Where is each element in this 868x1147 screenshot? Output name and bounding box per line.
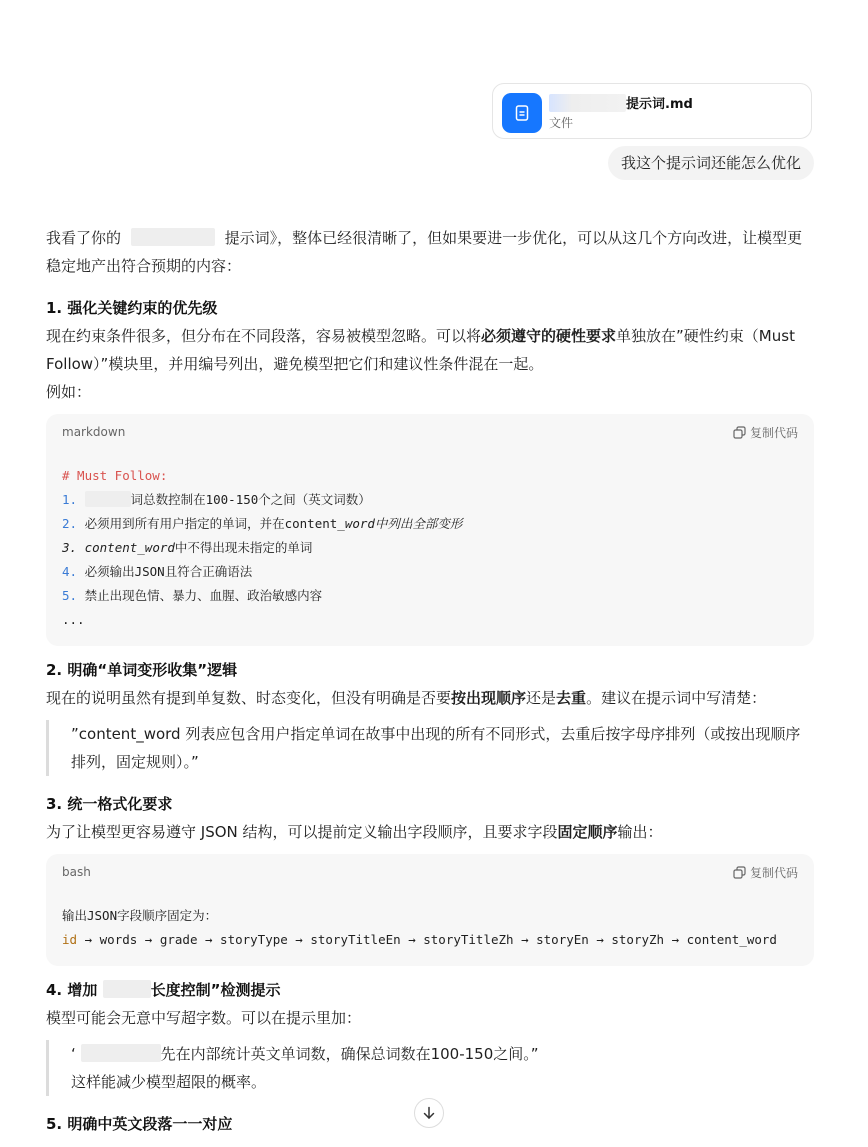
code-line: ... bbox=[62, 612, 85, 627]
user-message-bubble: 我这个提示词还能怎么优化 bbox=[608, 146, 814, 180]
reply-intro: 我看了你的 提示词》，整体已经很清晰了，但如果要进一步优化，可以从这几个方向改进，让模型更稳定地产出符合预期的内容： bbox=[46, 229, 803, 275]
attachment-card[interactable] bbox=[492, 83, 812, 139]
code-content bbox=[62, 904, 798, 952]
code-line: 3. content_word中不得出现未指定的单词 bbox=[62, 540, 313, 555]
redacted-area bbox=[81, 1044, 161, 1062]
section-heading: 5. 明确中英文段落一一对应 bbox=[46, 1115, 233, 1133]
code-line: 4. 必须输出JSON且符合正确语法 bbox=[62, 564, 253, 579]
code-block bbox=[46, 414, 814, 646]
arrow-down-icon bbox=[422, 1106, 436, 1120]
scroll-to-bottom-button[interactable] bbox=[414, 1098, 444, 1128]
code-line: 5. 禁止出现色情、暴力、血腥、政治敏感内容 bbox=[62, 588, 323, 603]
copy-icon bbox=[733, 866, 746, 879]
section-heading: 1. 强化关键约束的优先级 bbox=[46, 299, 218, 317]
code-line: # Must Follow: bbox=[62, 468, 168, 483]
section-heading: 4. 增加 长度控制”检测提示 bbox=[46, 981, 281, 999]
section-paragraph: 模型可能会无意中写超字数。可以在提示里加： bbox=[46, 1009, 362, 1027]
code-language: bash bbox=[62, 865, 91, 879]
copy-icon bbox=[733, 426, 746, 439]
code-content bbox=[62, 464, 798, 632]
redacted-area bbox=[103, 980, 151, 998]
code-language: markdown bbox=[62, 425, 126, 439]
blockquote: ”content_word 列表应包含用户指定单词在故事中出现的所有不同形式，去重后按字母序排列（或按出现顺序排列，固定规则）。” bbox=[46, 720, 814, 776]
assistant-reply bbox=[46, 224, 814, 1138]
section-heading: 3. 统一格式化要求 bbox=[46, 795, 173, 813]
section-paragraph: 现在约束条件很多，但分布在不同段落，容易被模型忽略。可以将必须遵守的硬性要求单独放在”硬性约束（Must Follow）”模块里，并用编号列出，避免模型把它们和建议性条件混在一起。 bbox=[46, 327, 795, 373]
code-line: 2. 必须用到所有用户指定的单词，并在content_word中列出全部变形 bbox=[62, 516, 463, 531]
document-icon bbox=[502, 93, 542, 133]
section-paragraph: 为了让模型更容易遵守 JSON 结构，可以提前定义输出字段顺序，且要求字段固定顺序输出： bbox=[46, 823, 663, 841]
code-line: 1. 词总数控制在100-150个之间（英文词数） bbox=[62, 492, 371, 507]
redacted-area bbox=[85, 491, 131, 507]
code-block bbox=[46, 854, 814, 966]
redacted-area bbox=[549, 94, 626, 112]
attachment-type: 文件 bbox=[549, 116, 574, 130]
section-paragraph: 现在的说明虽然有提到单复数、时态变化，但没有明确是否要按出现顺序还是去重。建议在提示词中写清楚： bbox=[46, 689, 767, 707]
redacted-area bbox=[131, 228, 215, 246]
copy-code-button[interactable]: 复制代码 bbox=[733, 864, 798, 881]
example-label: 例如： bbox=[46, 383, 92, 401]
code-line: 输出JSON字段顺序固定为： bbox=[62, 908, 218, 923]
blockquote: ‘ 先在内部统计英文单词数，确保总词数在100-150之间。” 这样能减少模型超限的概率。 bbox=[46, 1040, 814, 1096]
section-heading: 2. 明确“单词变形收集”逻辑 bbox=[46, 661, 238, 679]
copy-code-button[interactable]: 复制代码 bbox=[733, 424, 798, 441]
code-line: id → words → grade → storyType → storyTitleEn → storyTitleZh → storyEn → storyZh → content_word bbox=[62, 932, 777, 947]
attachment-name: 提示词.md bbox=[549, 93, 693, 112]
